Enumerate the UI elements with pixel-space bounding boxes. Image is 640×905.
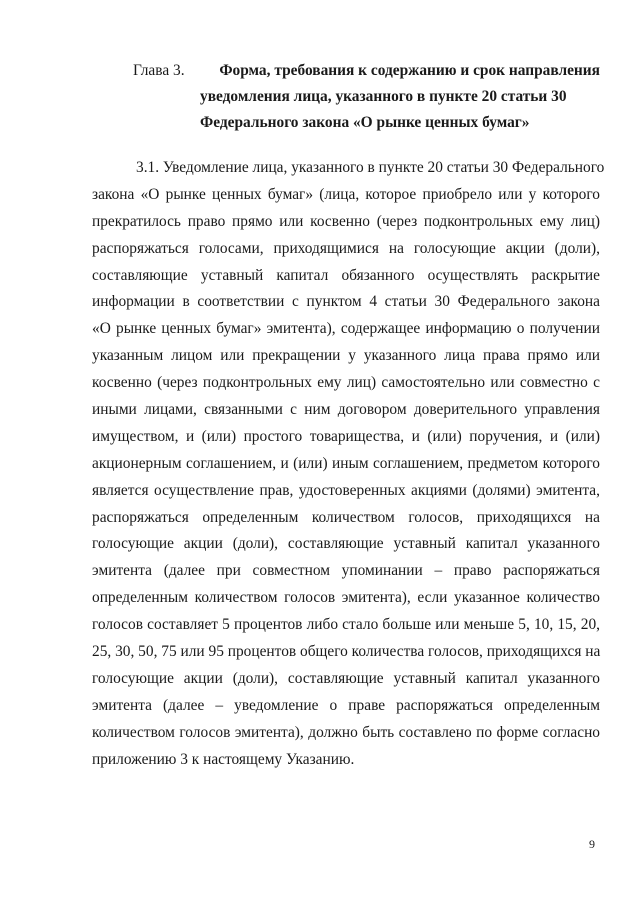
paragraph-line: указанным лицом или прекращении у указанного лица права прямо или xyxy=(92,347,600,365)
chapter-heading xyxy=(133,58,600,136)
chapter-title-part-3: Федерального закона «О рынке ценных бумаг» xyxy=(200,114,530,131)
chapter-title-part-1: Форма, требования к содержанию и срок направления xyxy=(219,62,600,79)
paragraph-line: «О рынке ценных бумаг» эмитента), содержащее информацию о получении xyxy=(92,320,600,338)
paragraph-line: акционерным соглашением, и (или) иным соглашением, предметом которого xyxy=(92,454,600,472)
paragraph-line: голосующие акции (доли), составляющие уставный капитал указанного xyxy=(92,535,600,553)
paragraph-line: голосов составляет 5 процентов либо стало больше или меньше 5, 10, 15, 20, xyxy=(92,616,600,634)
chapter-label: Глава 3. xyxy=(133,62,185,79)
paragraph-line: 25, 30, 50, 75 или 95 процентов общего количества голосов, приходящихся на xyxy=(92,643,601,661)
paragraph-line: прекратилось право прямо или косвенно (через подконтрольных ему лиц) xyxy=(92,212,600,230)
paragraph-line: определенным количеством голосов эмитента), если указанное количество xyxy=(92,589,600,607)
paragraph-line: распоряжаться определенным количеством голосов, приходящихся на xyxy=(92,508,600,526)
paragraph-line: является осуществление прав, удостоверенных акциями (долями) эмитента, xyxy=(92,481,600,499)
page-number: 9 xyxy=(589,837,595,851)
chapter-title-part-2: уведомления лица, указанного в пункте 20 статьи 30 xyxy=(200,88,567,105)
paragraph-line: 3.1. Уведомление лица, указанного в пункте 20 статьи 30 Федерального xyxy=(136,159,605,176)
paragraph-line: распоряжаться голосами, приходящимися на голосующие акции (доли), xyxy=(92,239,600,257)
paragraph-line: информации в соответствии с пунктом 4 статьи 30 Федерального закона xyxy=(92,293,600,311)
paragraph-line: эмитента (далее – уведомление о праве распоряжаться определенным xyxy=(92,696,600,714)
paragraph-line: приложению 3 к настоящему Указанию. xyxy=(92,750,355,768)
paragraph-line: закона «О рынке ценных бумаг» (лица, которое приобрело или у которого xyxy=(92,185,600,203)
paragraph-3-1 xyxy=(92,155,605,773)
paragraph-line: составляющие уставный капитал обязанного осуществлять раскрытие xyxy=(92,266,600,284)
chapter-heading-line-1 xyxy=(133,58,600,84)
paragraph-line: имуществом, и (или) простого товарищества, и (или) поручения, и (или) xyxy=(92,427,600,445)
paragraph-line: иными лицами, связанными с ним договором доверительного управления xyxy=(92,401,600,419)
paragraph-line: косвенно (через подконтрольных ему лиц) самостоятельно или совместно с xyxy=(92,374,600,392)
paragraph-line: голосующие акции (доли), составляющие уставный капитал указанного xyxy=(92,669,600,687)
paragraph-line: количеством голосов эмитента), должно быть составлено по форме согласно xyxy=(92,723,600,741)
paragraph-line: эмитента (далее при совместном упоминании – право распоряжаться xyxy=(92,562,600,580)
